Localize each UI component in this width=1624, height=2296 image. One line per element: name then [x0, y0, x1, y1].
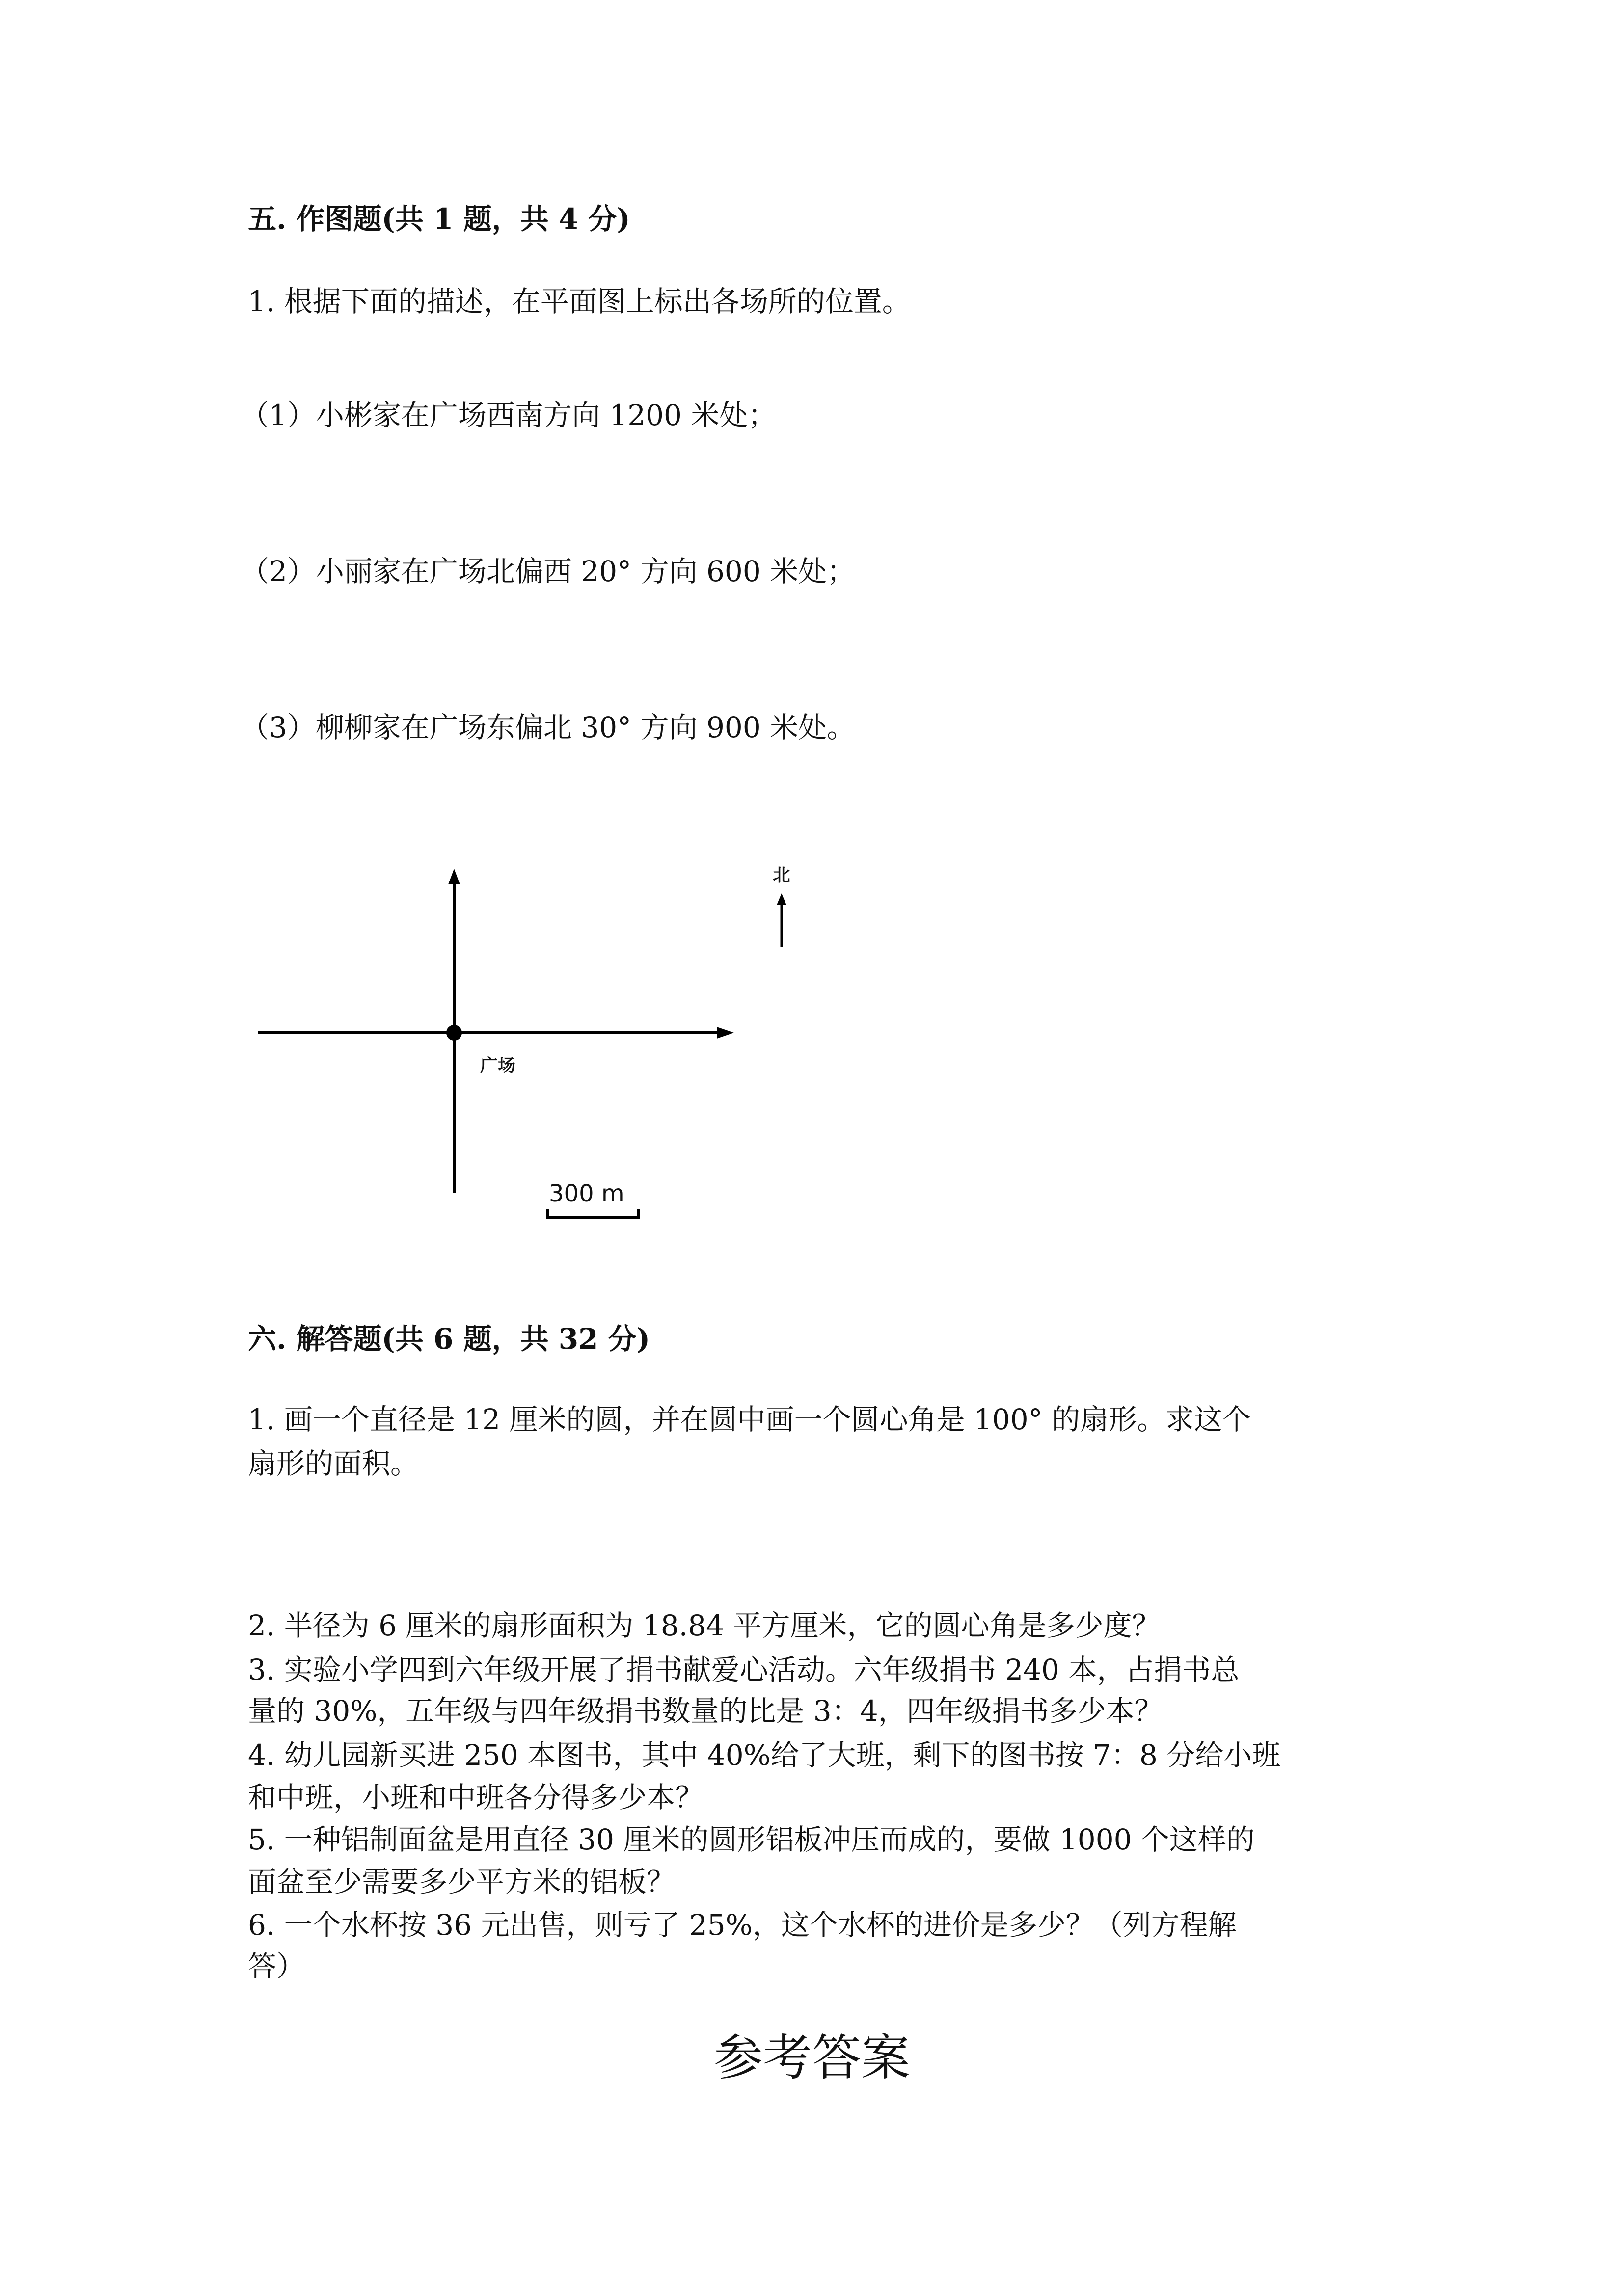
scale-label: 300 m [549, 1180, 624, 1207]
vertical-axis-arrowhead [448, 869, 460, 884]
north-label: 北 [773, 865, 791, 885]
section5-item-3: （3）柳柳家在广场东偏北 30° 方向 900 米处。 [241, 711, 856, 744]
section6-question-2: 2. 半径为 6 厘米的扇形面积为 18.84 平方厘米，它的圆心角是多少度？ [248, 1609, 1161, 1642]
plan-map-figure [245, 854, 810, 1237]
section5-item-2: （2）小丽家在广场北偏西 20° 方向 600 米处； [241, 555, 856, 588]
section5-heading: 五. 作图题(共 1 题，共 4 分) [248, 202, 630, 236]
section6-question-5-line-1: 5. 一种铝制面盆是用直径 30 厘米的圆形铝板冲压而成的，要做 1000 个这样的 [248, 1823, 1255, 1856]
section6-question-5-line-2: 面盆至少需要多少平方米的铝板？ [248, 1865, 676, 1898]
plan-map-svg [245, 854, 810, 1237]
plaza-point [446, 1025, 462, 1041]
section6-heading: 六. 解答题(共 6 题，共 32 分) [248, 1322, 650, 1356]
section6-question-4-line-1: 4. 幼儿园新买进 250 本图书，其中 40%给了大班，剩下的图书按 7：8 分给小班 [248, 1738, 1281, 1772]
answer-title: 参考答案 [714, 2029, 910, 2086]
section6-question-1-line-2: 扇形的面积。 [248, 1447, 419, 1480]
section6-question-3-line-1: 3. 实验小学四到六年级开展了捐书献爱心活动。六年级捐书 240 本，占捐书总 [248, 1653, 1240, 1686]
section6-question-6-line-2: 答） [248, 1949, 305, 1983]
section6-question-3-line-2: 量的 30%，五年级与四年级捐书数量的比是 3：4，四年级捐书多少本？ [248, 1694, 1163, 1728]
section6-question-4-line-2: 和中班，小班和中班各分得多少本？ [248, 1781, 704, 1814]
plaza-label: 广场 [480, 1056, 516, 1076]
section5-item-1: （1）小彬家在广场西南方向 1200 米处； [241, 399, 777, 432]
section6-question-6-line-1: 6. 一个水杯按 36 元出售，则亏了 25%，这个水杯的进价是多少？（列方程解 [248, 1908, 1237, 1942]
section6-question-1-line-1: 1. 画一个直径是 12 厘米的圆，并在圆中画一个圆心角是 100° 的扇形。求这个 [248, 1403, 1251, 1436]
section5-question-1: 1. 根据下面的描述，在平面图上标出各场所的位置。 [248, 285, 911, 318]
horizontal-axis-arrowhead [717, 1027, 734, 1039]
north-arrow-icon [777, 893, 786, 905]
